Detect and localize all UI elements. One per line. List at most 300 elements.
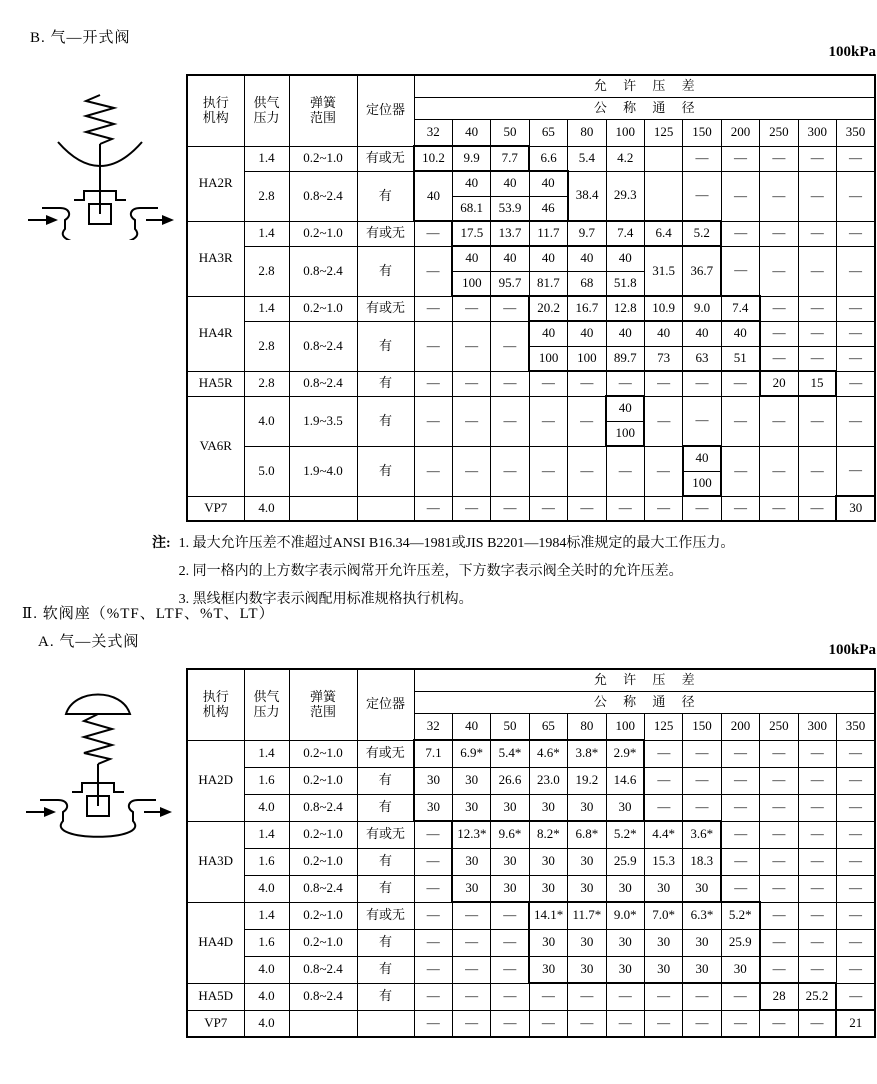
- table-cell: —: [721, 146, 759, 171]
- table-cell: 40: [491, 246, 529, 271]
- actuator-label: HA3D: [187, 821, 244, 902]
- size-col: 150: [683, 119, 721, 146]
- table-cell: 4.0: [244, 396, 289, 446]
- table-cell: 30: [568, 794, 606, 821]
- table-cell: —: [491, 371, 529, 396]
- table-cell: —: [491, 446, 529, 496]
- table-cell: 51: [721, 346, 759, 371]
- table-cell: 46: [529, 196, 567, 221]
- table-cell: 有: [357, 767, 414, 794]
- table-cell: 0.2~1.0: [289, 296, 357, 321]
- table-cell: 100: [683, 471, 721, 496]
- table-cell: —: [414, 821, 452, 848]
- table-cell: 15.3: [644, 848, 682, 875]
- table-cell: 30: [491, 848, 529, 875]
- table-cell: —: [529, 446, 567, 496]
- table-cell: —: [721, 246, 759, 296]
- size-col: 100: [606, 713, 644, 740]
- table-cell: 89.7: [606, 346, 644, 371]
- table-cell: —: [836, 446, 875, 496]
- table-cell: —: [606, 496, 644, 521]
- table-cell: 4.0: [244, 1010, 289, 1037]
- table-cell: 0.8~2.4: [289, 171, 357, 221]
- table-cell: 有或无: [357, 821, 414, 848]
- table-cell: —: [414, 246, 452, 296]
- table-cell: —: [683, 146, 721, 171]
- table-cell: —: [606, 446, 644, 496]
- table-cell: —: [721, 848, 759, 875]
- size-col: 150: [683, 713, 721, 740]
- table-cell: —: [721, 767, 759, 794]
- table-cell: —: [414, 929, 452, 956]
- table-cell: 40: [529, 246, 567, 271]
- table-cell: —: [683, 794, 721, 821]
- section-a-title: A. 气—关式阀: [38, 634, 140, 650]
- air-close-valve-pressure-table: [186, 668, 876, 1038]
- table-cell: —: [452, 929, 490, 956]
- table-cell: 51.8: [606, 271, 644, 296]
- table-cell: 68.1: [452, 196, 490, 221]
- table-cell: 53.9: [491, 196, 529, 221]
- table-cell: —: [452, 321, 490, 371]
- table-cell: 有或无: [357, 296, 414, 321]
- table-cell: 有: [357, 956, 414, 983]
- table-cell: 40: [452, 246, 490, 271]
- table-cell: —: [721, 983, 759, 1010]
- table-cell: 2.9*: [606, 740, 644, 767]
- table-cell: —: [760, 296, 798, 321]
- table-cell: —: [452, 296, 490, 321]
- col-header-spring-range: 弹簧 范围: [289, 75, 357, 146]
- actuator-label: HA4R: [187, 296, 244, 371]
- table-cell: —: [836, 794, 875, 821]
- actuator-label: VP7: [187, 496, 244, 521]
- table-cell: 26.6: [491, 767, 529, 794]
- table-cell: —: [414, 983, 452, 1010]
- table-cell: 30: [452, 875, 490, 902]
- size-col: 100: [606, 119, 644, 146]
- table-cell: 100: [606, 421, 644, 446]
- table-cell: —: [798, 496, 836, 521]
- size-col: 80: [568, 713, 606, 740]
- table-cell: 有: [357, 983, 414, 1010]
- table-cell: —: [798, 767, 836, 794]
- actuator-label: HA4D: [187, 902, 244, 983]
- table-cell: —: [760, 767, 798, 794]
- table-cell: —: [760, 496, 798, 521]
- table-cell: 11.7: [529, 221, 567, 246]
- table-cell: 23.0: [529, 767, 567, 794]
- table-cell: —: [721, 1010, 759, 1037]
- table-cell: —: [798, 246, 836, 296]
- size-col: 200: [721, 119, 759, 146]
- table-cell: 0.8~2.4: [289, 956, 357, 983]
- table-cell: 7.1: [414, 740, 452, 767]
- table-cell: —: [644, 396, 682, 446]
- table-cell: —: [414, 396, 452, 446]
- table-cell: 0.2~1.0: [289, 146, 357, 171]
- table-cell: 40: [491, 171, 529, 196]
- table-cell: 73: [644, 346, 682, 371]
- table-cell: —: [798, 929, 836, 956]
- table-cell: —: [760, 171, 798, 221]
- table-cell: 25.9: [721, 929, 759, 956]
- table-cell: —: [644, 371, 682, 396]
- table-cell: 9.0: [683, 296, 721, 321]
- table-cell: —: [836, 956, 875, 983]
- table-cell: 1.6: [244, 848, 289, 875]
- table-cell: 68: [568, 271, 606, 296]
- section-b-title: B. 气—开式阀: [30, 30, 131, 46]
- table-cell: 40: [414, 171, 452, 221]
- table-cell: 30: [683, 875, 721, 902]
- table-cell: 40: [529, 321, 567, 346]
- table-cell: —: [836, 346, 875, 371]
- table-cell: [644, 146, 682, 171]
- air-close-valve-icon: [22, 688, 174, 838]
- table-cell: 30: [606, 929, 644, 956]
- header-allowable-pressure-diff: 允 许 压 差: [414, 669, 875, 691]
- size-col: 300: [798, 713, 836, 740]
- table-cell: —: [721, 875, 759, 902]
- table-cell: 30: [568, 848, 606, 875]
- table-cell: —: [414, 496, 452, 521]
- unit-label-table2: 100kPa: [828, 642, 876, 658]
- table-cell: —: [491, 321, 529, 371]
- table-cell: 4.0: [244, 956, 289, 983]
- table-cell: 17.5: [452, 221, 490, 246]
- table-cell: 30: [529, 794, 567, 821]
- header-nominal-diameter: 公 称 通 径: [414, 97, 875, 119]
- table-cell: —: [760, 446, 798, 496]
- table-cell: —: [568, 446, 606, 496]
- table-cell: —: [452, 396, 490, 446]
- size-col: 250: [760, 119, 798, 146]
- table-cell: [357, 496, 414, 521]
- header-nominal-diameter: 公 称 通 径: [414, 691, 875, 713]
- size-col: 32: [414, 119, 452, 146]
- table-cell: —: [683, 767, 721, 794]
- table-cell: —: [606, 371, 644, 396]
- table-cell: 13.7: [491, 221, 529, 246]
- table-cell: 40: [452, 171, 490, 196]
- size-col: 40: [452, 713, 490, 740]
- table-cell: 5.2*: [721, 902, 759, 929]
- table-cell: —: [798, 875, 836, 902]
- table-cell: 30: [529, 956, 567, 983]
- table-cell: —: [721, 446, 759, 496]
- table-cell: —: [568, 983, 606, 1010]
- table-cell: —: [836, 221, 875, 246]
- table-cell: 40: [568, 246, 606, 271]
- size-col: 50: [491, 713, 529, 740]
- table-cell: —: [414, 221, 452, 246]
- table-cell: —: [760, 246, 798, 296]
- table-cell: 40: [683, 321, 721, 346]
- table-cell: —: [452, 371, 490, 396]
- col-header-actuator: 执行 机构: [187, 75, 244, 146]
- table-cell: —: [568, 1010, 606, 1037]
- table-cell: 2.8: [244, 171, 289, 221]
- table-cell: —: [414, 446, 452, 496]
- table-cell: 2.8: [244, 246, 289, 296]
- table-cell: 30: [414, 767, 452, 794]
- table-cell: —: [760, 740, 798, 767]
- col-header-positioner: 定位器: [357, 75, 414, 146]
- table-cell: 有: [357, 171, 414, 221]
- table-cell: 14.1*: [529, 902, 567, 929]
- table-cell: 38.4: [568, 171, 606, 221]
- table-cell: —: [683, 496, 721, 521]
- table-cell: —: [414, 875, 452, 902]
- table-cell: —: [644, 740, 682, 767]
- table-cell: —: [644, 1010, 682, 1037]
- table-cell: 有或无: [357, 902, 414, 929]
- col-header-supply-pressure: 供气 压力: [244, 75, 289, 146]
- table-cell: 4.0: [244, 794, 289, 821]
- table-cell: —: [452, 902, 490, 929]
- table-cell: 30: [568, 929, 606, 956]
- table-cell: 0.8~2.4: [289, 794, 357, 821]
- table-cell: 30: [568, 956, 606, 983]
- section-2-title: Ⅱ. 软阀座（%TF、LTF、%T、LT）: [22, 606, 275, 622]
- table-cell: 100: [568, 346, 606, 371]
- table-cell: —: [721, 740, 759, 767]
- table-cell: —: [491, 983, 529, 1010]
- table-cell: —: [836, 902, 875, 929]
- table-cell: —: [760, 902, 798, 929]
- table-cell: 0.2~1.0: [289, 767, 357, 794]
- table-cell: —: [683, 983, 721, 1010]
- table-cell: 30: [491, 875, 529, 902]
- size-col: 350: [836, 119, 875, 146]
- table-cell: [289, 1010, 357, 1037]
- table-cell: 30: [683, 956, 721, 983]
- table-cell: —: [721, 371, 759, 396]
- table-cell: 30: [606, 875, 644, 902]
- table-cell: 100: [529, 346, 567, 371]
- table-cell: 有: [357, 396, 414, 446]
- table-cell: —: [798, 956, 836, 983]
- table-cell: 有: [357, 446, 414, 496]
- header-allowable-pressure-diff: 允 许 压 差: [414, 75, 875, 97]
- table-cell: 1.4: [244, 221, 289, 246]
- table-cell: —: [644, 794, 682, 821]
- table-cell: —: [798, 396, 836, 446]
- table-cell: 31.5: [644, 246, 682, 296]
- table-cell: 1.4: [244, 740, 289, 767]
- table-cell: —: [836, 740, 875, 767]
- table-cell: —: [798, 446, 836, 496]
- table-cell: —: [568, 371, 606, 396]
- table-cell: 30: [568, 875, 606, 902]
- table-cell: 16.7: [568, 296, 606, 321]
- table-cell: 0.8~2.4: [289, 246, 357, 296]
- col-header-actuator: 执行 机构: [187, 669, 244, 740]
- table-cell: 30: [414, 794, 452, 821]
- table-cell: —: [452, 956, 490, 983]
- table-cell: 4.4*: [644, 821, 682, 848]
- table-cell: —: [414, 956, 452, 983]
- table-cell: 81.7: [529, 271, 567, 296]
- table-cell: [644, 171, 682, 221]
- table-cell: —: [721, 821, 759, 848]
- table-cell: 20.2: [529, 296, 567, 321]
- table-cell: 有: [357, 321, 414, 371]
- size-col: 50: [491, 119, 529, 146]
- table-cell: 5.0: [244, 446, 289, 496]
- table-cell: 20: [760, 371, 798, 396]
- table-cell: —: [452, 1010, 490, 1037]
- table-cell: —: [683, 396, 721, 446]
- table-cell: 0.2~1.0: [289, 221, 357, 246]
- table-cell: —: [836, 296, 875, 321]
- table-cell: 19.2: [568, 767, 606, 794]
- table-cell: 有: [357, 246, 414, 296]
- note-2: 2. 同一格内的上方数字表示阀常开允许压差，下方数字表示阀全关时的允许压差。: [178, 564, 683, 579]
- table-cell: —: [760, 956, 798, 983]
- table-cell: 28: [760, 983, 798, 1010]
- col-header-spring-range: 弹簧 范围: [289, 669, 357, 740]
- table-cell: 0.8~2.4: [289, 321, 357, 371]
- table-cell: —: [798, 848, 836, 875]
- table-cell: [289, 496, 357, 521]
- table-cell: —: [798, 902, 836, 929]
- table-cell: 6.6: [529, 146, 567, 171]
- table-cell: 8.2*: [529, 821, 567, 848]
- actuator-label: VP7: [187, 1010, 244, 1037]
- table-cell: 40: [606, 246, 644, 271]
- table-cell: 30: [644, 956, 682, 983]
- table-cell: 3.8*: [568, 740, 606, 767]
- table-cell: 40: [606, 321, 644, 346]
- table-cell: —: [760, 221, 798, 246]
- table-cell: 14.6: [606, 767, 644, 794]
- table-cell: —: [414, 848, 452, 875]
- table-cell: —: [491, 902, 529, 929]
- table-cell: —: [491, 396, 529, 446]
- note-3: 3. 黑线框内数字表示阀配用标准规格执行机构。: [178, 592, 473, 607]
- table-cell: —: [683, 171, 721, 221]
- table-cell: —: [414, 321, 452, 371]
- table-cell: —: [760, 848, 798, 875]
- table-cell: 2.8: [244, 321, 289, 371]
- size-col: 65: [529, 119, 567, 146]
- col-header-positioner: 定位器: [357, 669, 414, 740]
- table-cell: —: [836, 396, 875, 446]
- air-open-valve-pressure-table: [186, 74, 876, 522]
- table-cell: —: [760, 821, 798, 848]
- table-cell: 5.4*: [491, 740, 529, 767]
- table-cell: 30: [683, 929, 721, 956]
- table-cell: 0.2~1.0: [289, 740, 357, 767]
- table-cell: 0.2~1.0: [289, 848, 357, 875]
- size-col: 350: [836, 713, 875, 740]
- table-cell: 12.8: [606, 296, 644, 321]
- air-open-valve-icon: [24, 92, 176, 240]
- table-cell: 6.3*: [683, 902, 721, 929]
- table-cell: 21: [836, 1010, 875, 1037]
- table-cell: —: [452, 446, 490, 496]
- table-cell: 4.2: [606, 146, 644, 171]
- table-cell: 4.0: [244, 496, 289, 521]
- table-cell: 40: [721, 321, 759, 346]
- table-cell: 30: [491, 794, 529, 821]
- table-cell: —: [491, 956, 529, 983]
- table-cell: 0.2~1.0: [289, 821, 357, 848]
- table-cell: —: [760, 321, 798, 346]
- table-cell: 9.6*: [491, 821, 529, 848]
- table-cell: 40: [529, 171, 567, 196]
- table-cell: —: [644, 767, 682, 794]
- table-cell: —: [798, 794, 836, 821]
- table-cell: 40: [683, 446, 721, 471]
- table-cell: 10.2: [414, 146, 452, 171]
- table-cell: 0.2~1.0: [289, 929, 357, 956]
- table-cell: —: [683, 371, 721, 396]
- table-cell: —: [836, 321, 875, 346]
- table-cell: —: [452, 983, 490, 1010]
- table-cell: 30: [529, 875, 567, 902]
- table-cell: 40: [644, 321, 682, 346]
- table-cell: —: [760, 396, 798, 446]
- table-cell: 1.6: [244, 767, 289, 794]
- table-cell: —: [529, 496, 567, 521]
- size-col: 125: [644, 119, 682, 146]
- table-cell: 有: [357, 929, 414, 956]
- table-cell: —: [491, 929, 529, 956]
- air-close-valve-icon: [22, 688, 174, 838]
- table-cell: 1.4: [244, 146, 289, 171]
- table-cell: —: [452, 496, 490, 521]
- table-cell: 7.7: [491, 146, 529, 171]
- table-cell: 1.9~3.5: [289, 396, 357, 446]
- table-cell: —: [721, 396, 759, 446]
- size-col: 200: [721, 713, 759, 740]
- table-cell: 30: [606, 956, 644, 983]
- table-cell: 36.7: [683, 246, 721, 296]
- table-cell: —: [414, 902, 452, 929]
- table-cell: —: [836, 371, 875, 396]
- table-cell: —: [836, 821, 875, 848]
- table-cell: 6.9*: [452, 740, 490, 767]
- table-cell: —: [760, 875, 798, 902]
- size-col: 40: [452, 119, 490, 146]
- table-cell: 1.6: [244, 929, 289, 956]
- table-cell: —: [798, 1010, 836, 1037]
- actuator-label: VA6R: [187, 396, 244, 496]
- table-cell: 0.8~2.4: [289, 983, 357, 1010]
- table-cell: 有或无: [357, 221, 414, 246]
- table-cell: —: [568, 496, 606, 521]
- size-col: 32: [414, 713, 452, 740]
- table-cell: —: [414, 296, 452, 321]
- table-cell: —: [721, 496, 759, 521]
- table-cell: 5.2: [683, 221, 721, 246]
- table-cell: 7.4: [606, 221, 644, 246]
- table-cell: —: [798, 740, 836, 767]
- table-cell: —: [836, 983, 875, 1010]
- table-cell: 4.6*: [529, 740, 567, 767]
- table-cell: 30: [644, 875, 682, 902]
- table-cell: 0.8~2.4: [289, 875, 357, 902]
- size-col: 65: [529, 713, 567, 740]
- table-cell: 95.7: [491, 271, 529, 296]
- table-cell: —: [644, 496, 682, 521]
- table-cell: 29.3: [606, 171, 644, 221]
- table-cell: —: [798, 346, 836, 371]
- table-cell: 5.4: [568, 146, 606, 171]
